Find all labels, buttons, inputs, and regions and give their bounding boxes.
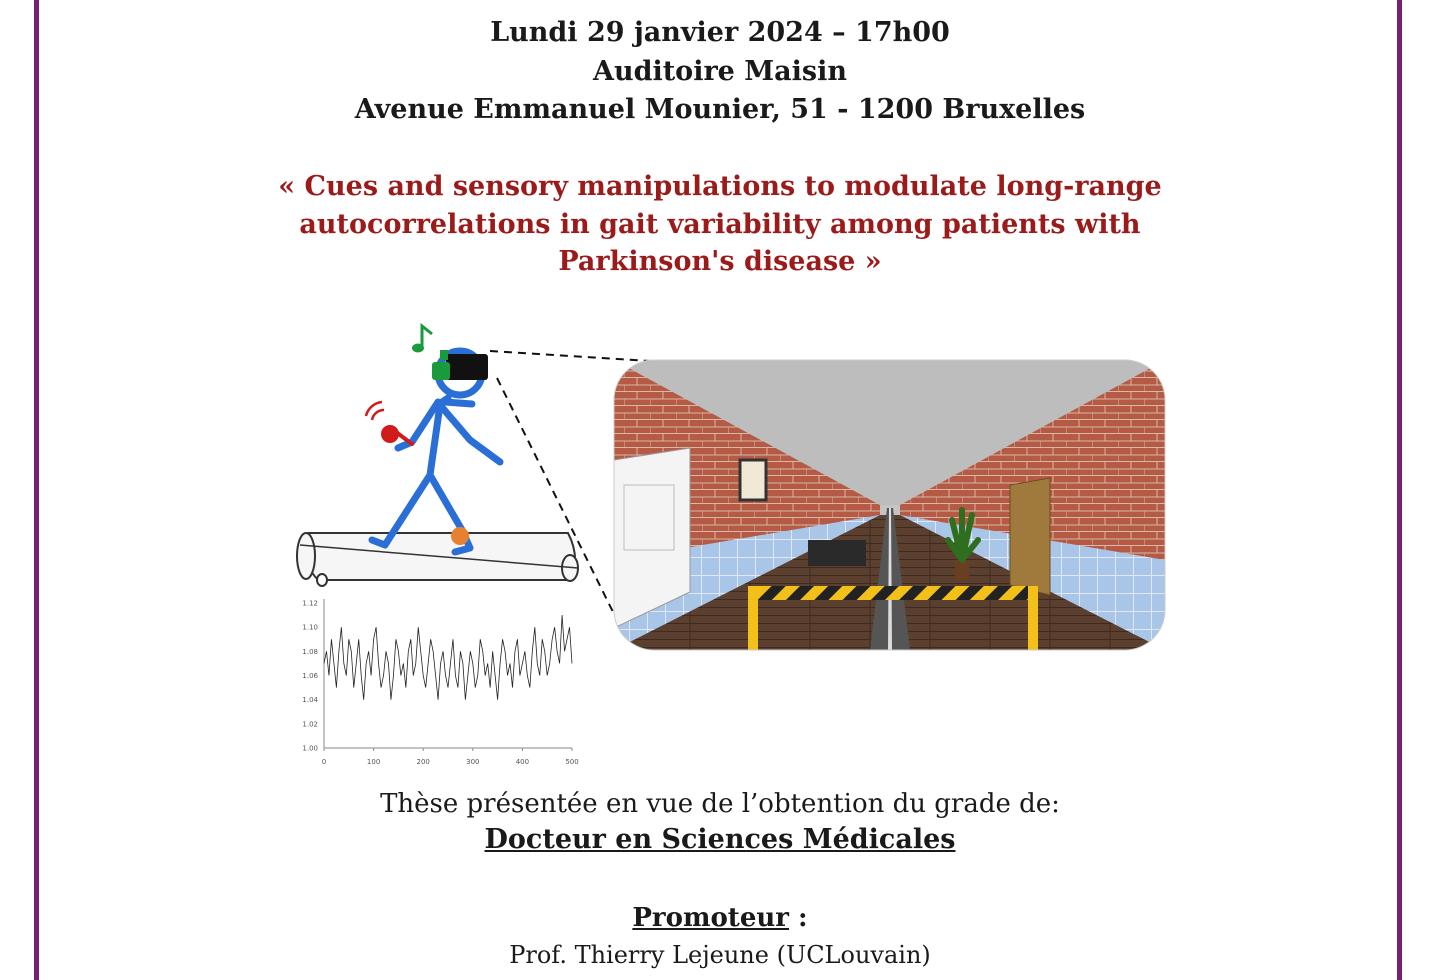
series-line [324, 615, 572, 700]
y-tick-label: 1.12 [302, 599, 318, 608]
degree-title: Docteur en Sciences Médicales [484, 824, 956, 855]
vr-headset-icon [432, 350, 488, 380]
virtual-corridor-scene [614, 360, 1165, 650]
y-tick-label: 1.02 [302, 720, 318, 729]
event-date: Lundi 29 janvier 2024 – 17h00 [490, 17, 950, 48]
x-tick-label: 500 [565, 758, 579, 766]
thesis-title-line-3: Parkinson's disease » [558, 246, 882, 277]
projection-line-bottom [497, 378, 618, 622]
promoter-label: Promoteur [632, 903, 789, 933]
walker-figure [372, 351, 500, 552]
projection-line-top [490, 351, 650, 361]
thesis-title-line-2: autocorrelations in gait variability among patients with [299, 209, 1141, 240]
x-tick-label: 400 [515, 758, 530, 766]
x-tick-label: 300 [466, 758, 480, 766]
x-tick-label: 0 [321, 758, 327, 766]
music-note-icon [412, 326, 432, 353]
foot-sensor-icon [451, 527, 469, 545]
x-tick-label: 100 [366, 758, 381, 766]
y-tick-label: 1.00 [302, 744, 318, 753]
gait-variability-chart [302, 599, 578, 766]
thesis-presented-for: Thèse présentée en vue de l’obtention du grade de: [380, 789, 1060, 819]
event-address: Avenue Emmanuel Mounier, 51 - 1200 Bruxelles [354, 94, 1086, 125]
wrist-sensor-icon [366, 402, 412, 444]
y-tick-label: 1.06 [302, 672, 318, 680]
y-tick-label: 1.10 [302, 623, 318, 632]
thesis-title-line-1: « Cues and sensory manipulations to modulate long-range [278, 171, 1162, 202]
treadmill [297, 533, 578, 586]
y-tick-label: 1.08 [302, 647, 318, 656]
promoter-separator: : [788, 903, 808, 933]
y-tick-label: 1.04 [302, 696, 318, 705]
promoter-heading [0, 900, 1440, 936]
x-tick-label: 200 [416, 758, 430, 766]
event-venue: Auditoire Maisin [593, 56, 847, 87]
promoter-name: Prof. Thierry Lejeune (UCLouvain) [509, 941, 931, 969]
